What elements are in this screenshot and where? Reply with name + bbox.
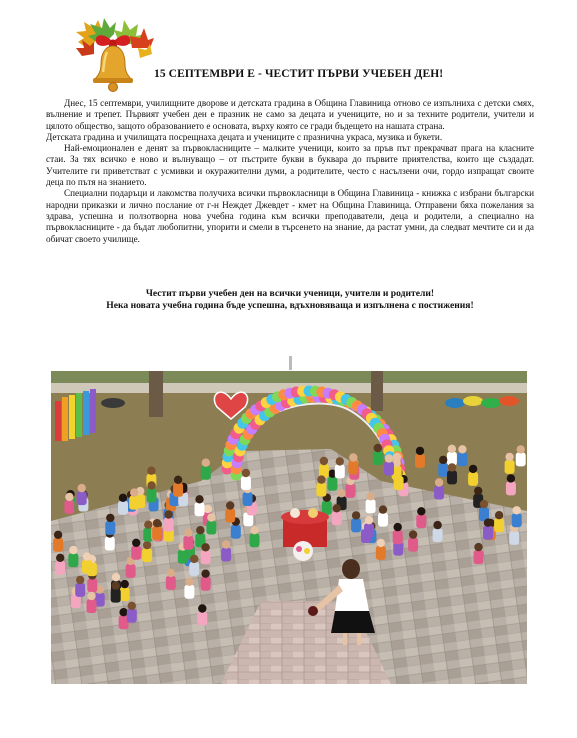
paragraph: Най-емоционален е денят за първокласниците – малките ученици, които за пръв път прекрачват прага на класните стаи. За тях всичко е ново и вълнуващо – от пъстрите букви в буквара до първите приятелства, които ще създадат. Учителите ги приветстват с усмивки и окуражителни думи, а родителите, често с насълзени очи, гордо изпращат своите деца по пътя на знанието. — [46, 143, 534, 188]
school-bell-with-autumn-leaves-icon — [70, 12, 156, 102]
paragraph: Детската градина и училищата посрещнаха децата и учениците с празнична украса, музика и букети. — [46, 131, 443, 142]
text-cursor-marker — [289, 356, 292, 370]
school-yard-first-day-ceremony-photo — [51, 371, 527, 684]
page-title: 15 СЕПТЕМВРИ Е - ЧЕСТИТ ПЪРВИ УЧЕБЕН ДЕН! — [154, 68, 444, 80]
document-header — [70, 12, 540, 102]
paragraph: Днес, 15 септември, училищните дворове и детската градина в Община Главиница отново се изпълниха с детски смях, вълнение и трепет. Първият учебен ден е празник не само за децата и учениците, но и за техните родители, учители и цялото общество, защото образованието е основата, върху която се гради бъдещето на нашата страна. — [46, 98, 534, 131]
closing-greeting — [46, 288, 534, 312]
photo-illustration — [51, 371, 527, 684]
paragraph: Специални подаръци и лакомства получиха всички първокласници в Община Главиница - книжка с избрани български народни приказки и лично послание от г-н Неждет Джевдет - кмет на Община Главиница. Отправени бяха пожелания за здрава, успешна и ползотворна нова учебна година към всички преподаватели, деца и родители, а специално на първокласниците - да бъдат любопитни, упорити и смели в търсенето на знание, да растат умни, да следват мечтите си и да обичат своето училище. — [46, 188, 534, 244]
greeting-line: Честит първи учебен ден на всички ученици, учители и родители! — [145, 288, 435, 299]
greeting-line: Нека новата учебна година бъде успешна, вдъхновяваща и изпълнена с постижения! — [106, 300, 474, 311]
article-body — [46, 98, 534, 245]
